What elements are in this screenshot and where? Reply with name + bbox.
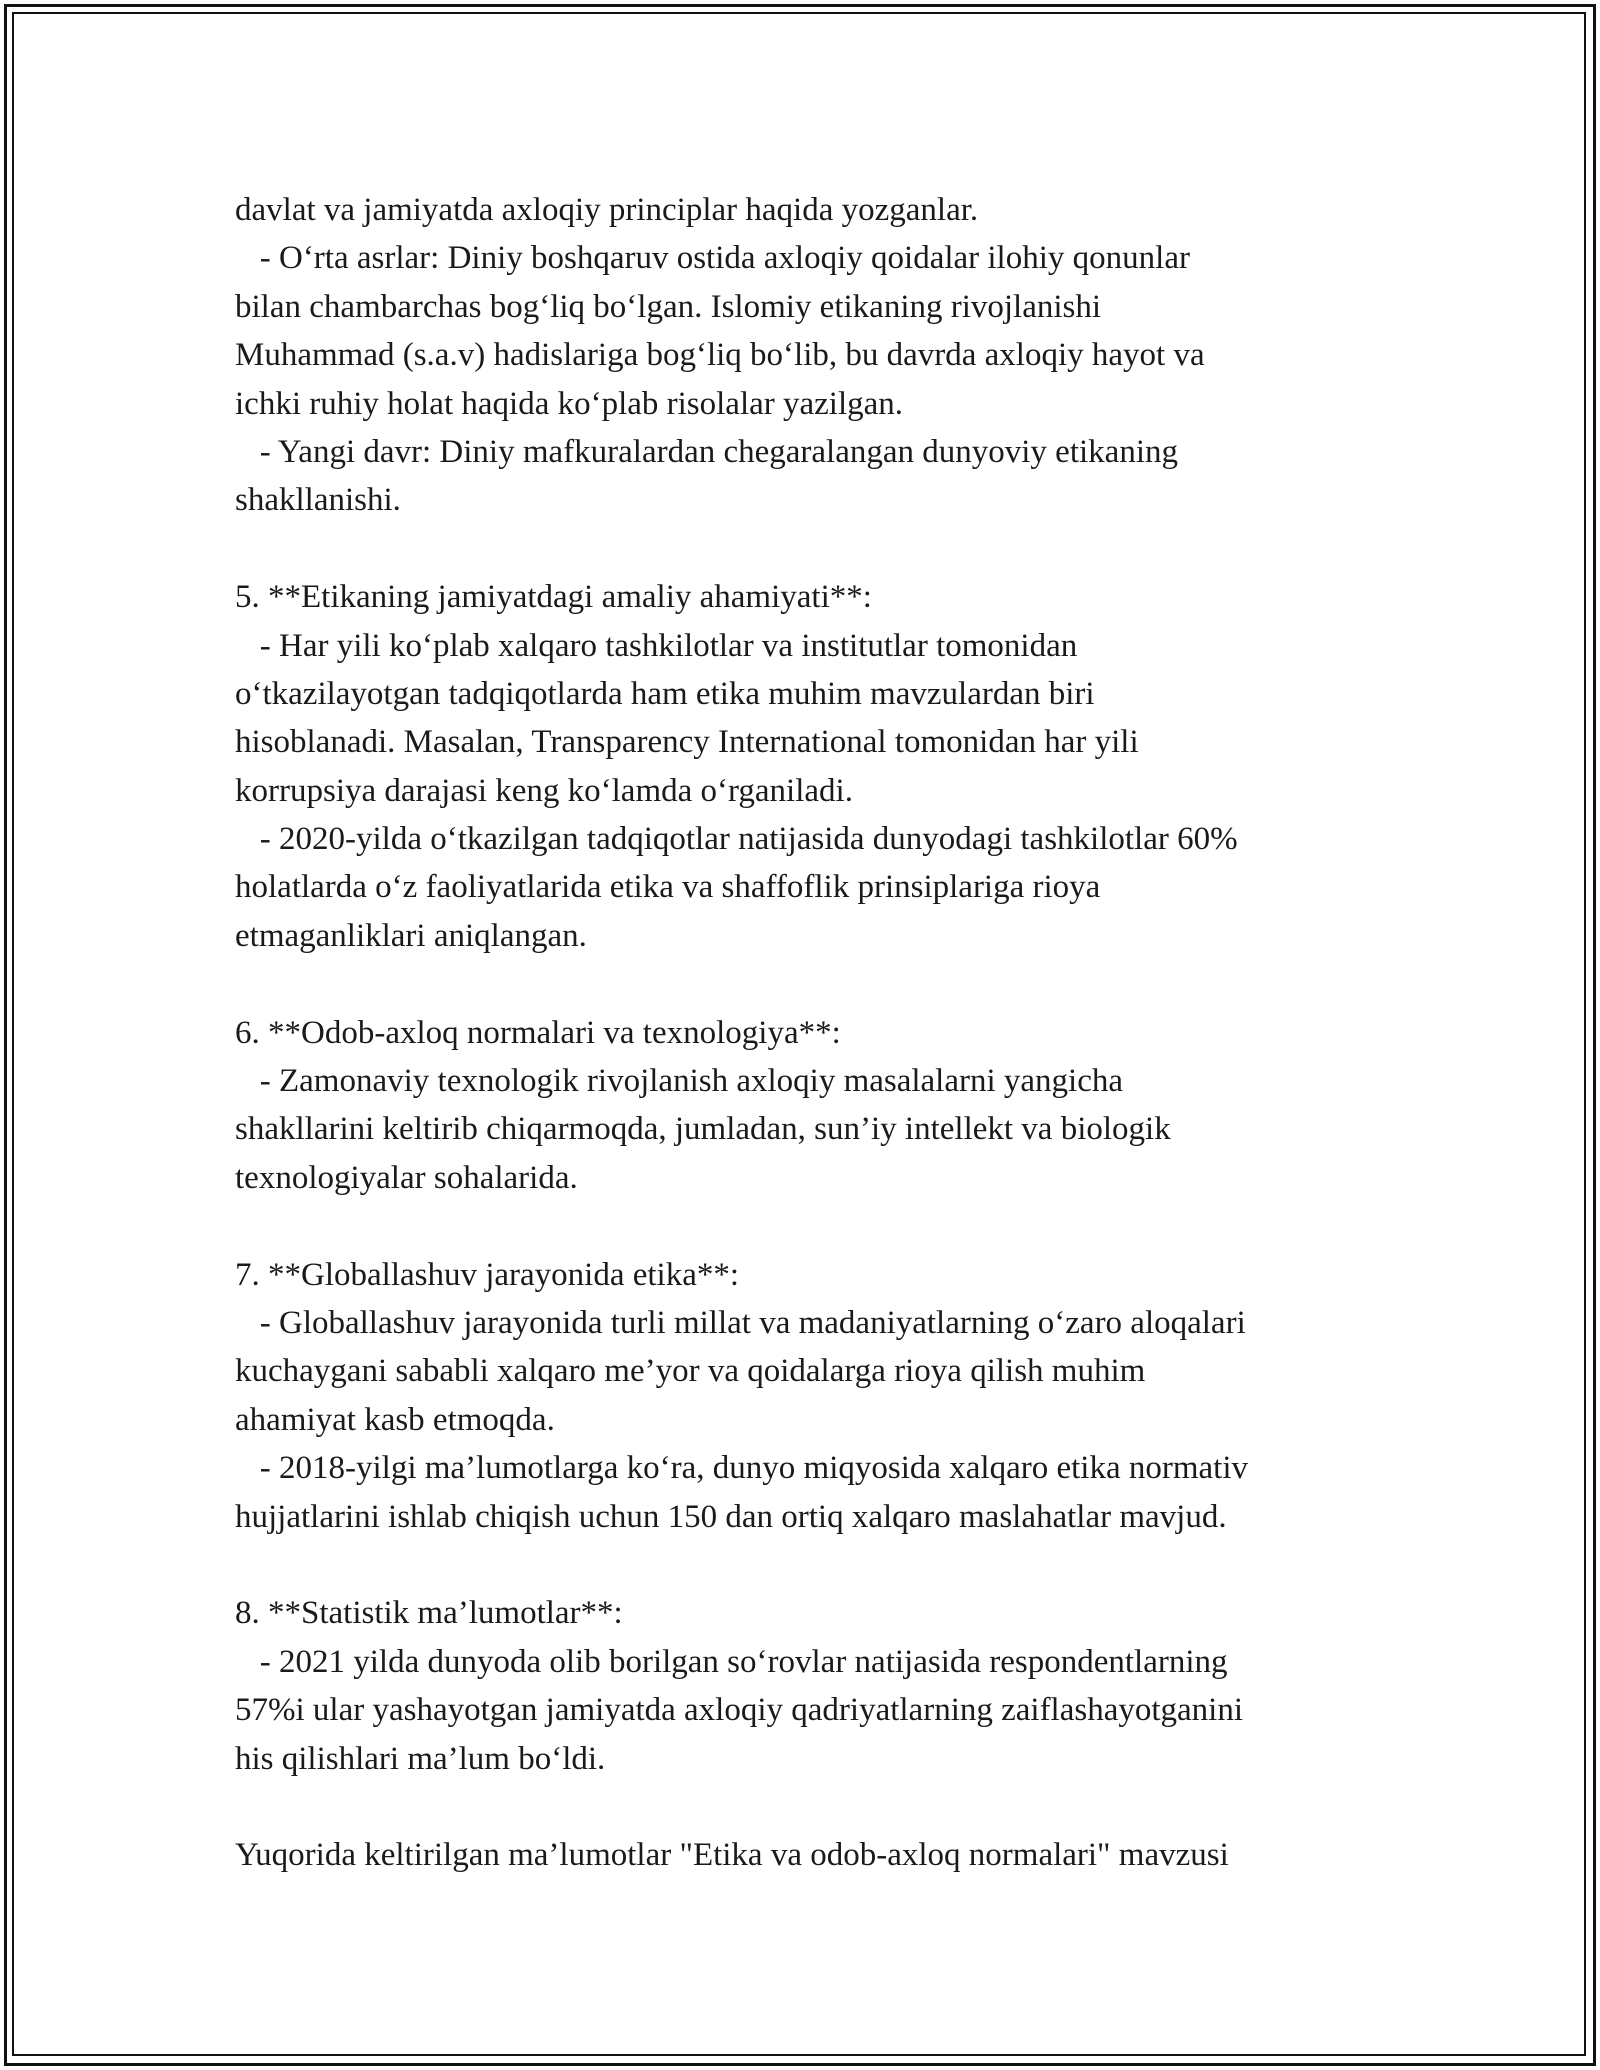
text-line: korrupsiya darajasi keng ko‘lamda o‘rganiladi. <box>235 772 853 809</box>
blank-line <box>235 1202 1375 1250</box>
text-line: davlat va jamiyatda axloqiy principlar haqida yozganlar. <box>235 192 979 228</box>
blank-line <box>235 525 1375 573</box>
text-line: hisoblanadi. Masalan, Transparency International tomonidan har yili <box>235 724 1139 761</box>
text-line: ichki ruhiy holat haqida ko‘plab risolalar yazilgan. <box>235 385 904 422</box>
text-line: - 2021 yilda dunyoda olib borilgan so‘rovlar natijasida respondentlarning <box>235 1643 1228 1680</box>
section-heading-8: 8. **Statistik ma’lumotlar**: <box>235 1595 623 1632</box>
text-line: bilan chambarchas bog‘liq bo‘lgan. Islomiy etikaning rivojlanishi <box>235 288 1102 325</box>
text-line: shakllarini keltirib chiqarmoqda, jumladan, sun’iy intellekt va biologik <box>235 1111 1171 1148</box>
section-heading-6: 6. **Odob-axloq normalari va texnologiya**: <box>235 1014 841 1051</box>
text-line: kuchaygani sababli xalqaro me’yor va qoidalarga rioya qilish muhim <box>235 1353 1146 1390</box>
text-line: Muhammad (s.a.v) hadislariga bog‘liq bo‘lib, bu davrda axloqiy hayot va <box>235 337 1205 374</box>
closing-line: Yuqorida keltirilgan ma’lumotlar "Etika va odob-axloq normalari" mavzusi <box>235 1837 1229 1874</box>
text-line: - Har yili ko‘plab xalqaro tashkilotlar va institutlar tomonidan <box>235 627 1078 664</box>
text-line: - 2020-yilda o‘tkazilgan tadqiqotlar natijasida dunyodagi tashkilotlar 60% <box>235 821 1238 858</box>
section-heading-5: 5. **Etikaning jamiyatdagi amaliy ahamiyati**: <box>235 579 872 616</box>
blank-line <box>235 1783 1375 1831</box>
text-line: - Globallashuv jarayonida turli millat va madaniyatlarning o‘zaro aloqalari <box>235 1304 1246 1341</box>
text-line: - O‘rta asrlar: Diniy boshqaruv ostida axloqiy qoidalar ilohiy qonunlar <box>235 240 1190 277</box>
text-line: texnologiyalar sohalarida. <box>235 1159 578 1196</box>
text-line: 57%i ular yashayotgan jamiyatda axloqiy qadriyatlarning zaiflashayotganini <box>235 1692 1244 1729</box>
text-line: - 2018-yilgi ma’lumotlarga ko‘ra, dunyo miqyosida xalqaro etika normativ <box>235 1450 1248 1487</box>
section-heading-7: 7. **Globallashuv jarayonida etika**: <box>235 1256 740 1293</box>
text-line: - Zamonaviy texnologik rivojlanish axloqiy masalalarni yangicha <box>235 1063 1124 1100</box>
text-line: - Yangi davr: Diniy mafkuralardan chegaralangan dunyoviy etikaning <box>235 433 1178 470</box>
text-line: ahamiyat kasb etmoqda. <box>235 1401 555 1438</box>
text-line: holatlarda o‘z faoliyatlarida etika va shaffoflik prinsiplariga rioya <box>235 869 1101 906</box>
blank-line <box>235 960 1375 1008</box>
text-line: hujjatlarini ishlab chiqish uchun 150 dan ortiq xalqaro maslahatlar mavjud. <box>235 1498 1227 1535</box>
document-body <box>235 186 1375 1880</box>
text-line: o‘tkazilayotgan tadqiqotlarda ham etika muhim mavzulardan biri <box>235 675 1095 712</box>
text-line: his qilishlari ma’lum bo‘ldi. <box>235 1740 606 1777</box>
blank-line <box>235 1541 1375 1589</box>
text-line: etmaganliklari aniqlangan. <box>235 917 587 954</box>
text-line: shakllanishi. <box>235 482 401 519</box>
